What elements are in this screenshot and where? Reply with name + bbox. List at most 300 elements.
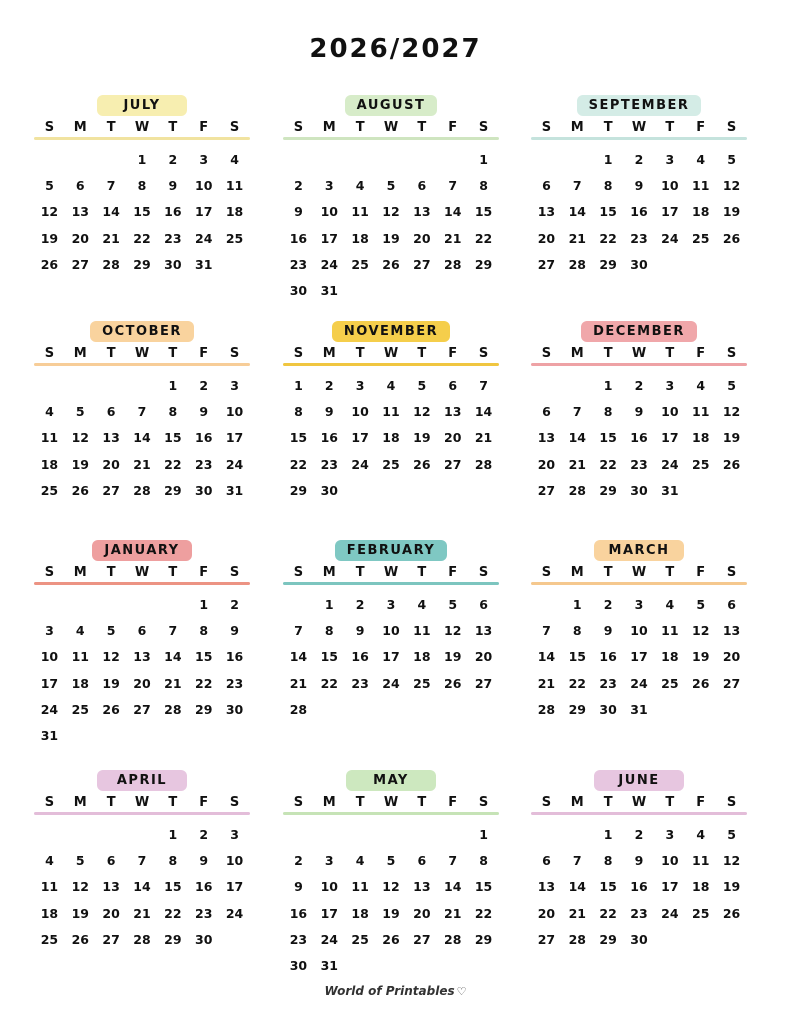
day-cell: 10 [661,852,679,868]
day-cell: 25 [40,931,59,947]
day-grid [283,146,499,304]
day-cell: 12 [444,622,462,638]
day-cell: 19 [102,675,120,691]
day-cell: 28 [289,701,308,717]
day-cell: 23 [195,905,213,921]
day-cell: 7 [572,177,582,193]
day-cell: 1 [199,596,209,612]
day-cell: 8 [572,622,582,638]
weekday-label: F [696,564,706,580]
weekday-label: F [696,345,706,361]
day-cell: 25 [692,230,710,246]
day-cell: 17 [320,905,338,921]
day-cell: 23 [195,456,213,472]
day-cell: 8 [168,403,178,419]
day-cell: 17 [320,230,338,246]
day-cell: 5 [75,403,85,419]
day-cell: 24 [40,701,59,717]
day-cell: 15 [474,879,493,895]
day-cell: 16 [289,905,308,921]
month-march [531,539,747,722]
day-cell: 2 [324,377,334,393]
day-grid [283,372,499,503]
day-cell: 23 [289,931,308,947]
month-name: JULY [97,95,187,116]
month-name: MARCH [594,540,684,561]
day-cell: 29 [133,256,151,272]
day-cell: 24 [382,675,400,691]
day-cell: 7 [448,852,458,868]
weekday-label: W [134,794,150,810]
day-cell: 9 [199,852,209,868]
day-cell: 5 [727,377,736,393]
day-cell: 11 [413,622,431,638]
day-cell: 19 [722,204,741,220]
day-cell: 18 [71,675,89,691]
day-cell: 24 [320,931,338,947]
day-cell: 6 [417,177,427,193]
day-cell: 29 [195,701,213,717]
day-cell: 12 [382,204,400,220]
day-cell: 1 [603,377,613,393]
day-cell: 14 [133,430,151,446]
day-cell: 24 [661,230,679,246]
month-divider [531,582,747,585]
month-june [531,769,747,952]
day-cell: 28 [537,701,556,717]
heart-icon: ♡ [456,985,467,998]
day-cell: 20 [474,649,493,665]
weekday-label: S [541,345,552,361]
day-cell: 22 [474,905,493,921]
weekday-label: W [631,119,647,135]
day-cell: 11 [225,177,244,193]
day-cell: 15 [164,879,182,895]
day-cell: 18 [382,430,400,446]
month-name: SEPTEMBER [577,95,702,116]
day-cell: 6 [137,622,147,638]
day-cell: 8 [479,177,488,193]
day-grid [34,146,250,277]
day-cell: 18 [351,905,369,921]
day-cell: 21 [133,456,151,472]
page-title: 2026/2027 [287,34,503,64]
day-cell: 30 [225,701,244,717]
day-cell: 22 [133,230,151,246]
day-cell: 17 [225,430,244,446]
day-cell: 29 [599,482,617,498]
day-cell: 12 [71,430,89,446]
day-cell: 10 [351,403,369,419]
weekday-label: F [696,794,706,810]
day-cell: 31 [195,256,213,272]
weekday-label: T [106,119,116,135]
day-cell: 25 [661,675,679,691]
day-cell: 20 [413,905,431,921]
day-cell: 16 [225,649,244,665]
day-cell: 24 [225,456,244,472]
day-cell: 23 [630,905,648,921]
month-name-wrap [283,320,499,344]
weekday-label: S [229,794,240,810]
day-grid [531,372,747,503]
day-grid [531,146,747,277]
weekday-label: M [570,794,584,810]
day-cell: 16 [351,649,369,665]
day-cell: 31 [40,728,59,744]
weekday-label: T [168,564,178,580]
day-cell: 20 [722,649,741,665]
day-cell: 8 [603,852,613,868]
weekday-label: T [417,564,427,580]
day-cell: 20 [413,230,431,246]
day-cell: 13 [444,403,462,419]
day-cell: 9 [634,403,644,419]
month-name: MAY [346,770,436,791]
day-cell: 9 [294,204,303,220]
day-cell: 4 [355,852,365,868]
weekday-label: M [570,119,584,135]
weekday-label: T [417,119,427,135]
day-cell: 22 [320,675,338,691]
weekday-label: T [603,119,613,135]
month-divider [34,812,250,815]
day-cell: 11 [40,879,59,895]
day-cell: 22 [599,456,617,472]
day-cell: 10 [320,204,338,220]
day-cell: 25 [413,675,431,691]
day-cell: 2 [294,852,303,868]
day-cell: 1 [479,151,488,167]
month-divider [531,812,747,815]
weekday-label: W [383,345,399,361]
day-grid [34,372,250,503]
day-cell: 16 [630,204,648,220]
day-cell: 16 [195,430,213,446]
day-cell: 1 [603,151,613,167]
day-cell: 22 [289,456,308,472]
weekday-label: T [355,119,365,135]
day-cell: 11 [40,430,59,446]
weekday-label: T [355,794,365,810]
day-cell: 18 [351,230,369,246]
day-cell: 30 [195,931,213,947]
day-cell: 15 [195,649,213,665]
day-cell: 27 [413,256,431,272]
month-divider [283,363,499,366]
weekday-header [531,793,747,811]
day-cell: 10 [630,622,648,638]
day-cell: 7 [137,403,147,419]
day-cell: 27 [71,256,89,272]
day-cell: 7 [572,852,582,868]
day-cell: 4 [696,151,706,167]
day-cell: 14 [289,649,308,665]
weekday-label: S [726,119,737,135]
day-cell: 13 [537,879,556,895]
day-cell: 19 [722,430,741,446]
day-cell: 23 [630,456,648,472]
day-cell: 10 [225,852,244,868]
weekday-label: S [478,119,489,135]
day-cell: 9 [355,622,365,638]
day-cell: 23 [599,675,617,691]
day-cell: 5 [106,622,116,638]
day-cell: 9 [634,177,644,193]
month-name-wrap [34,320,250,344]
month-name-wrap [283,539,499,563]
day-cell: 28 [102,256,120,272]
day-cell: 22 [568,675,586,691]
weekday-label: S [726,345,737,361]
day-cell: 31 [661,482,679,498]
month-name-wrap [531,320,747,344]
weekday-label: S [478,345,489,361]
day-cell: 21 [102,230,120,246]
weekday-label: F [199,564,209,580]
day-cell: 24 [225,905,244,921]
day-cell: 21 [537,675,556,691]
weekday-label: S [541,794,552,810]
day-cell: 29 [164,931,182,947]
day-grid [283,821,499,979]
day-cell: 14 [133,879,151,895]
day-cell: 5 [386,177,396,193]
day-cell: 2 [634,377,644,393]
month-name: DECEMBER [581,321,697,342]
day-cell: 29 [568,701,586,717]
day-cell: 6 [106,403,116,419]
day-cell: 12 [722,852,741,868]
month-divider [283,137,499,140]
day-cell: 2 [230,596,239,612]
day-cell: 26 [102,701,120,717]
weekday-label: W [383,564,399,580]
day-cell: 21 [289,675,308,691]
day-cell: 25 [692,456,710,472]
day-cell: 16 [630,879,648,895]
day-cell: 12 [382,879,400,895]
day-cell: 26 [444,675,462,691]
weekday-label: S [726,794,737,810]
day-cell: 1 [137,151,147,167]
day-cell: 17 [351,430,369,446]
day-cell: 30 [630,256,648,272]
weekday-header [34,793,250,811]
day-cell: 14 [568,430,586,446]
weekday-label: S [44,564,55,580]
day-cell: 27 [537,931,556,947]
day-cell: 23 [289,256,308,272]
weekday-label: W [631,564,647,580]
day-cell: 27 [537,482,556,498]
day-cell: 16 [289,230,308,246]
month-name-wrap [34,769,250,793]
weekday-label: S [229,564,240,580]
weekday-label: S [293,345,304,361]
weekday-label: S [229,119,240,135]
day-cell: 5 [448,596,458,612]
day-cell: 10 [40,649,59,665]
day-cell: 2 [634,151,644,167]
day-cell: 4 [696,826,706,842]
day-cell: 19 [382,230,400,246]
day-cell: 16 [630,430,648,446]
day-cell: 17 [661,879,679,895]
day-grid [283,591,499,722]
day-cell: 8 [603,177,613,193]
day-cell: 18 [692,204,710,220]
weekday-label: W [134,345,150,361]
title-wrap [0,34,791,64]
day-cell: 15 [320,649,338,665]
weekday-label: M [322,794,336,810]
month-december [531,320,747,503]
weekday-label: M [322,119,336,135]
day-cell: 20 [133,675,151,691]
day-cell: 10 [195,177,213,193]
day-cell: 8 [168,852,178,868]
day-cell: 6 [542,403,551,419]
day-cell: 28 [568,482,586,498]
day-cell: 31 [630,701,648,717]
day-cell: 19 [722,879,741,895]
day-cell: 17 [225,879,244,895]
day-cell: 7 [448,177,458,193]
day-cell: 22 [474,230,493,246]
weekday-label: S [44,345,55,361]
weekday-label: M [73,119,87,135]
day-cell: 13 [537,204,556,220]
day-cell: 23 [225,675,244,691]
day-cell: 19 [71,456,89,472]
day-cell: 25 [225,230,244,246]
day-cell: 7 [294,622,303,638]
day-cell: 31 [320,958,338,974]
day-cell: 5 [386,852,396,868]
day-cell: 16 [164,204,182,220]
day-cell: 13 [474,622,493,638]
day-cell: 20 [537,905,556,921]
day-cell: 11 [71,649,89,665]
month-name-wrap [34,539,250,563]
day-cell: 19 [692,649,710,665]
month-divider [531,363,747,366]
day-cell: 26 [382,931,400,947]
day-cell: 3 [324,177,334,193]
day-cell: 11 [351,879,369,895]
month-name: JUNE [594,770,684,791]
day-cell: 13 [102,879,120,895]
weekday-header [283,793,499,811]
day-cell: 28 [133,931,151,947]
day-cell: 30 [289,283,308,299]
weekday-label: T [106,345,116,361]
day-cell: 23 [320,456,338,472]
day-cell: 26 [722,230,741,246]
day-cell: 26 [71,931,89,947]
day-cell: 24 [351,456,369,472]
day-grid [34,821,250,952]
day-cell: 12 [71,879,89,895]
weekday-label: S [726,564,737,580]
weekday-label: M [322,564,336,580]
day-cell: 13 [537,430,556,446]
day-cell: 6 [542,177,551,193]
day-cell: 23 [351,675,369,691]
weekday-header [34,563,250,581]
weekday-label: M [570,564,584,580]
day-cell: 11 [692,852,710,868]
day-cell: 28 [444,256,462,272]
day-cell: 4 [355,177,365,193]
day-cell: 12 [692,622,710,638]
day-cell: 20 [102,456,120,472]
day-cell: 15 [568,649,586,665]
weekday-header [531,563,747,581]
day-cell: 27 [722,675,741,691]
weekday-label: T [665,345,675,361]
day-cell: 19 [444,649,462,665]
day-cell: 7 [479,377,488,393]
weekday-label: T [603,345,613,361]
day-cell: 25 [351,256,369,272]
day-cell: 1 [479,826,488,842]
month-divider [283,582,499,585]
day-cell: 22 [164,905,182,921]
day-cell: 1 [168,377,178,393]
day-cell: 3 [355,377,365,393]
day-cell: 28 [568,931,586,947]
day-cell: 13 [413,879,431,895]
weekday-label: M [322,345,336,361]
day-cell: 18 [413,649,431,665]
weekday-header [283,118,499,136]
weekday-label: S [478,564,489,580]
day-cell: 4 [696,377,706,393]
weekday-label: T [665,119,675,135]
month-divider [34,363,250,366]
day-cell: 23 [630,230,648,246]
day-cell: 12 [102,649,120,665]
day-cell: 11 [351,204,369,220]
weekday-label: M [73,564,87,580]
day-cell: 18 [692,879,710,895]
weekday-label: M [570,345,584,361]
weekday-header [531,118,747,136]
day-cell: 5 [417,377,427,393]
day-cell: 3 [634,596,644,612]
day-cell: 9 [634,852,644,868]
day-cell: 5 [45,177,54,193]
day-cell: 27 [413,931,431,947]
day-cell: 7 [572,403,582,419]
weekday-header [34,344,250,362]
day-cell: 12 [413,403,431,419]
day-cell: 10 [225,403,244,419]
weekday-label: F [448,794,458,810]
day-cell: 20 [102,905,120,921]
day-cell: 27 [537,256,556,272]
weekday-label: S [229,345,240,361]
day-cell: 7 [542,622,551,638]
day-cell: 2 [294,177,303,193]
weekday-label: W [631,794,647,810]
footer [0,984,791,998]
day-cell: 27 [102,482,120,498]
weekday-label: S [293,119,304,135]
day-cell: 4 [665,596,675,612]
